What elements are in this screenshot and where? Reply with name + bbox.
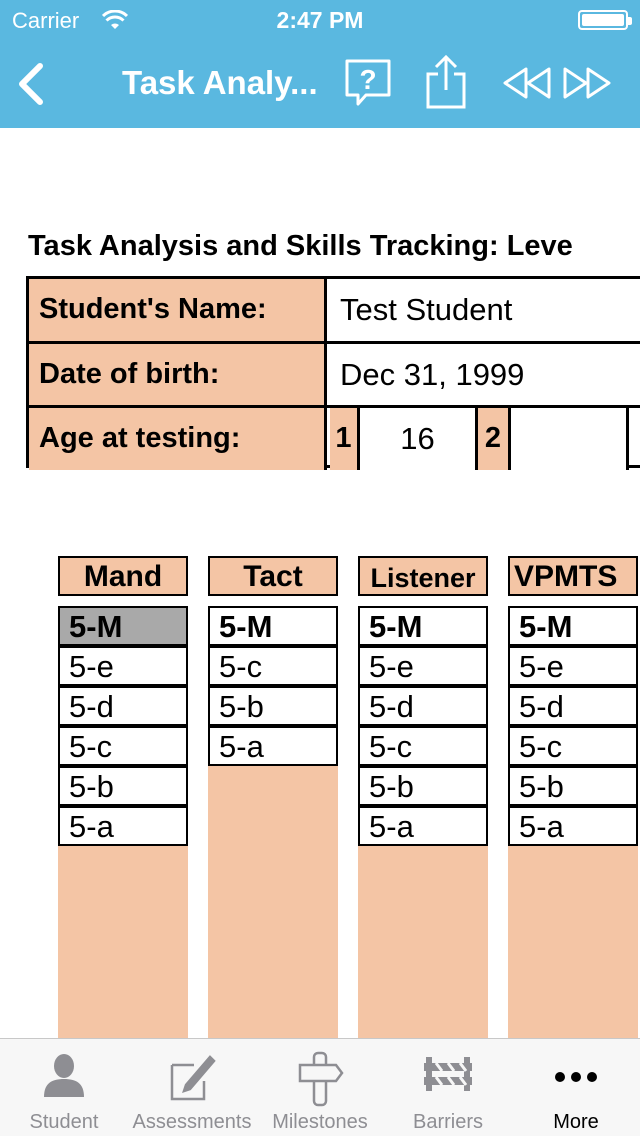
fast-forward-icon[interactable] bbox=[562, 66, 612, 100]
nav-bar bbox=[0, 40, 640, 128]
person-icon bbox=[40, 1051, 88, 1099]
skill-cell[interactable]: 5-c bbox=[58, 726, 188, 766]
column-header: VPMTS bbox=[508, 556, 638, 596]
more-icon bbox=[551, 1051, 601, 1095]
edit-icon bbox=[168, 1051, 216, 1103]
skill-cell[interactable]: 5-e bbox=[58, 646, 188, 686]
skill-cell[interactable]: 5-a bbox=[508, 806, 638, 846]
column-body bbox=[358, 606, 488, 1038]
skill-cell[interactable]: 5-c bbox=[358, 726, 488, 766]
page-heading: Task Analysis and Skills Tracking: Leve bbox=[28, 230, 573, 262]
column-header: Mand bbox=[58, 556, 188, 596]
column-header: Tact bbox=[208, 556, 338, 596]
dob-label: Date of birth: bbox=[29, 344, 327, 406]
skill-cell[interactable]: 5-e bbox=[358, 646, 488, 686]
skill-cell[interactable]: 5-M bbox=[508, 606, 638, 646]
tab-milestones[interactable] bbox=[256, 1039, 384, 1136]
top-bar bbox=[0, 0, 640, 128]
skill-cell[interactable]: 5-b bbox=[508, 766, 638, 806]
signpost-icon bbox=[294, 1051, 346, 1107]
skill-cell[interactable]: 5-a bbox=[208, 726, 338, 766]
tab-label: Student bbox=[29, 1111, 99, 1133]
carrier-label: Carrier bbox=[12, 8, 80, 33]
skill-cell[interactable]: 5-M bbox=[58, 606, 188, 646]
barrier-icon bbox=[422, 1051, 474, 1095]
status-bar bbox=[0, 0, 640, 40]
rewind-icon[interactable] bbox=[502, 66, 552, 100]
skill-cell[interactable]: 5-a bbox=[358, 806, 488, 846]
skill-cell[interactable]: 5-M bbox=[208, 606, 338, 646]
tab-bar bbox=[0, 1038, 640, 1136]
skill-cell[interactable]: 5-b bbox=[208, 686, 338, 726]
age-label: Age at testing: bbox=[29, 408, 327, 470]
column-header: Listener bbox=[358, 556, 488, 596]
student-name-label: Student's Name: bbox=[29, 279, 327, 341]
age-index-1: 1 bbox=[330, 408, 360, 470]
column-body bbox=[208, 606, 338, 1038]
skill-cell[interactable]: 5-M bbox=[358, 606, 488, 646]
column-body bbox=[58, 606, 188, 1038]
age-index-2: 2 bbox=[478, 408, 511, 470]
age-value-2[interactable] bbox=[511, 408, 629, 470]
tab-label: Assessments bbox=[132, 1111, 252, 1133]
skill-cell[interactable]: 5-b bbox=[358, 766, 488, 806]
tab-label: Barriers bbox=[412, 1111, 483, 1133]
skill-cell[interactable]: 5-d bbox=[358, 686, 488, 726]
tab-more[interactable] bbox=[512, 1039, 640, 1136]
nav-title: Task Analy... bbox=[122, 64, 318, 101]
skill-cell[interactable]: 5-d bbox=[58, 686, 188, 726]
column-body bbox=[508, 606, 638, 1038]
skill-cell[interactable]: 5-c bbox=[508, 726, 638, 766]
battery-icon bbox=[578, 10, 628, 30]
age-value-1[interactable]: 16 bbox=[360, 408, 478, 470]
tab-assessments[interactable] bbox=[128, 1039, 256, 1136]
tab-label: More bbox=[553, 1111, 599, 1133]
student-name-value[interactable]: Test Student bbox=[330, 279, 640, 341]
dob-value[interactable]: Dec 31, 1999 bbox=[330, 344, 640, 406]
share-icon[interactable] bbox=[424, 54, 468, 110]
skill-cell[interactable]: 5-b bbox=[58, 766, 188, 806]
skill-cell[interactable]: 5-e bbox=[508, 646, 638, 686]
svg-text:?: ? bbox=[359, 64, 377, 95]
skill-cell[interactable]: 5-a bbox=[58, 806, 188, 846]
status-time: 2:47 PM bbox=[276, 7, 364, 33]
skill-cell[interactable]: 5-c bbox=[208, 646, 338, 686]
tab-student[interactable] bbox=[0, 1039, 128, 1136]
student-info-table bbox=[26, 276, 640, 468]
tab-label: Milestones bbox=[272, 1111, 368, 1133]
skill-cell[interactable]: 5-d bbox=[508, 686, 638, 726]
tab-barriers[interactable] bbox=[384, 1039, 512, 1136]
help-icon[interactable] bbox=[344, 58, 392, 108]
back-chevron-icon[interactable] bbox=[10, 60, 54, 108]
